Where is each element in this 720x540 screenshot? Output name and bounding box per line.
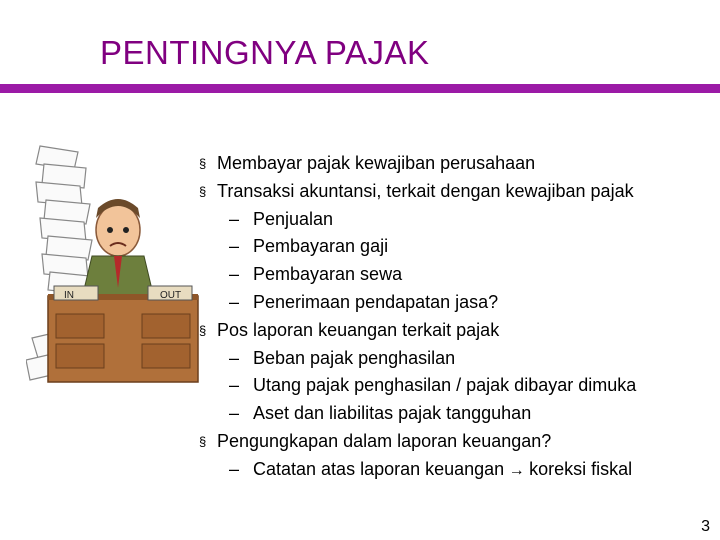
dash-marker-icon: –	[229, 236, 240, 257]
bullet-item	[199, 150, 709, 178]
bullet-text: Aset dan liabilitas pajak tangguhan	[253, 403, 532, 424]
slide-title: PENTINGNYA PAJAK	[100, 34, 430, 71]
bullet-text: Catatan atas laporan keuangan	[253, 458, 505, 479]
dash-marker-icon: –	[229, 208, 240, 229]
bullet-item	[199, 428, 709, 456]
page-number: 3	[701, 518, 710, 535]
bullet-text: Pembayaran sewa	[253, 264, 403, 285]
bullet-marker-icon: §	[199, 322, 207, 338]
sub-bullet-item	[199, 261, 709, 289]
desk-icon	[48, 296, 198, 382]
title-underline-bar	[0, 84, 720, 93]
bullet-text: Membayar pajak kewajiban perusahaan	[217, 153, 536, 173]
bullet-item	[199, 178, 709, 206]
bullet-text: Beban pajak penghasilan	[253, 347, 456, 368]
sub-bullet-item	[199, 289, 709, 317]
bullet-text: Pembayaran gaji	[253, 236, 389, 257]
arrow-right-icon: →	[504, 461, 530, 479]
sub-bullet-item	[199, 400, 709, 428]
dash-marker-icon: –	[229, 375, 240, 396]
bullet-text: Penjualan	[253, 208, 334, 229]
dash-marker-icon: –	[229, 347, 240, 368]
sub-bullet-item	[199, 345, 709, 373]
bullet-marker-icon: §	[199, 433, 207, 449]
bullet-item	[199, 317, 709, 345]
bullet-text: Transaksi akuntansi, terkait dengan kewajiban pajak	[217, 180, 634, 201]
bullet-list	[199, 150, 709, 485]
sub-bullet-item	[199, 372, 709, 400]
bullet-arrow-text: koreksi fiskal	[529, 458, 633, 479]
dash-marker-icon: –	[229, 264, 240, 285]
bullet-text: Penerimaan pendapatan jasa?	[253, 291, 499, 312]
bullet-text: Pos laporan keuangan terkait pajak	[217, 319, 500, 340]
bullet-text: Utang pajak penghasilan / pajak dibayar dimuka	[253, 375, 637, 396]
stressed-office-worker-icon	[26, 138, 206, 398]
dash-marker-icon: –	[229, 291, 240, 312]
sub-bullet-item	[199, 456, 709, 485]
sub-bullet-item	[199, 206, 709, 234]
bullet-text: Pengungkapan dalam laporan keuangan?	[217, 430, 552, 451]
out-tray-label: OUT	[160, 290, 182, 301]
in-tray-label: IN	[64, 290, 74, 301]
dash-marker-icon: –	[229, 458, 240, 479]
dash-marker-icon: –	[229, 403, 240, 424]
bullet-marker-icon: §	[199, 156, 207, 171]
sub-bullet-item	[199, 233, 709, 261]
bullet-marker-icon: §	[199, 183, 207, 199]
in-tray-icon	[54, 286, 98, 300]
